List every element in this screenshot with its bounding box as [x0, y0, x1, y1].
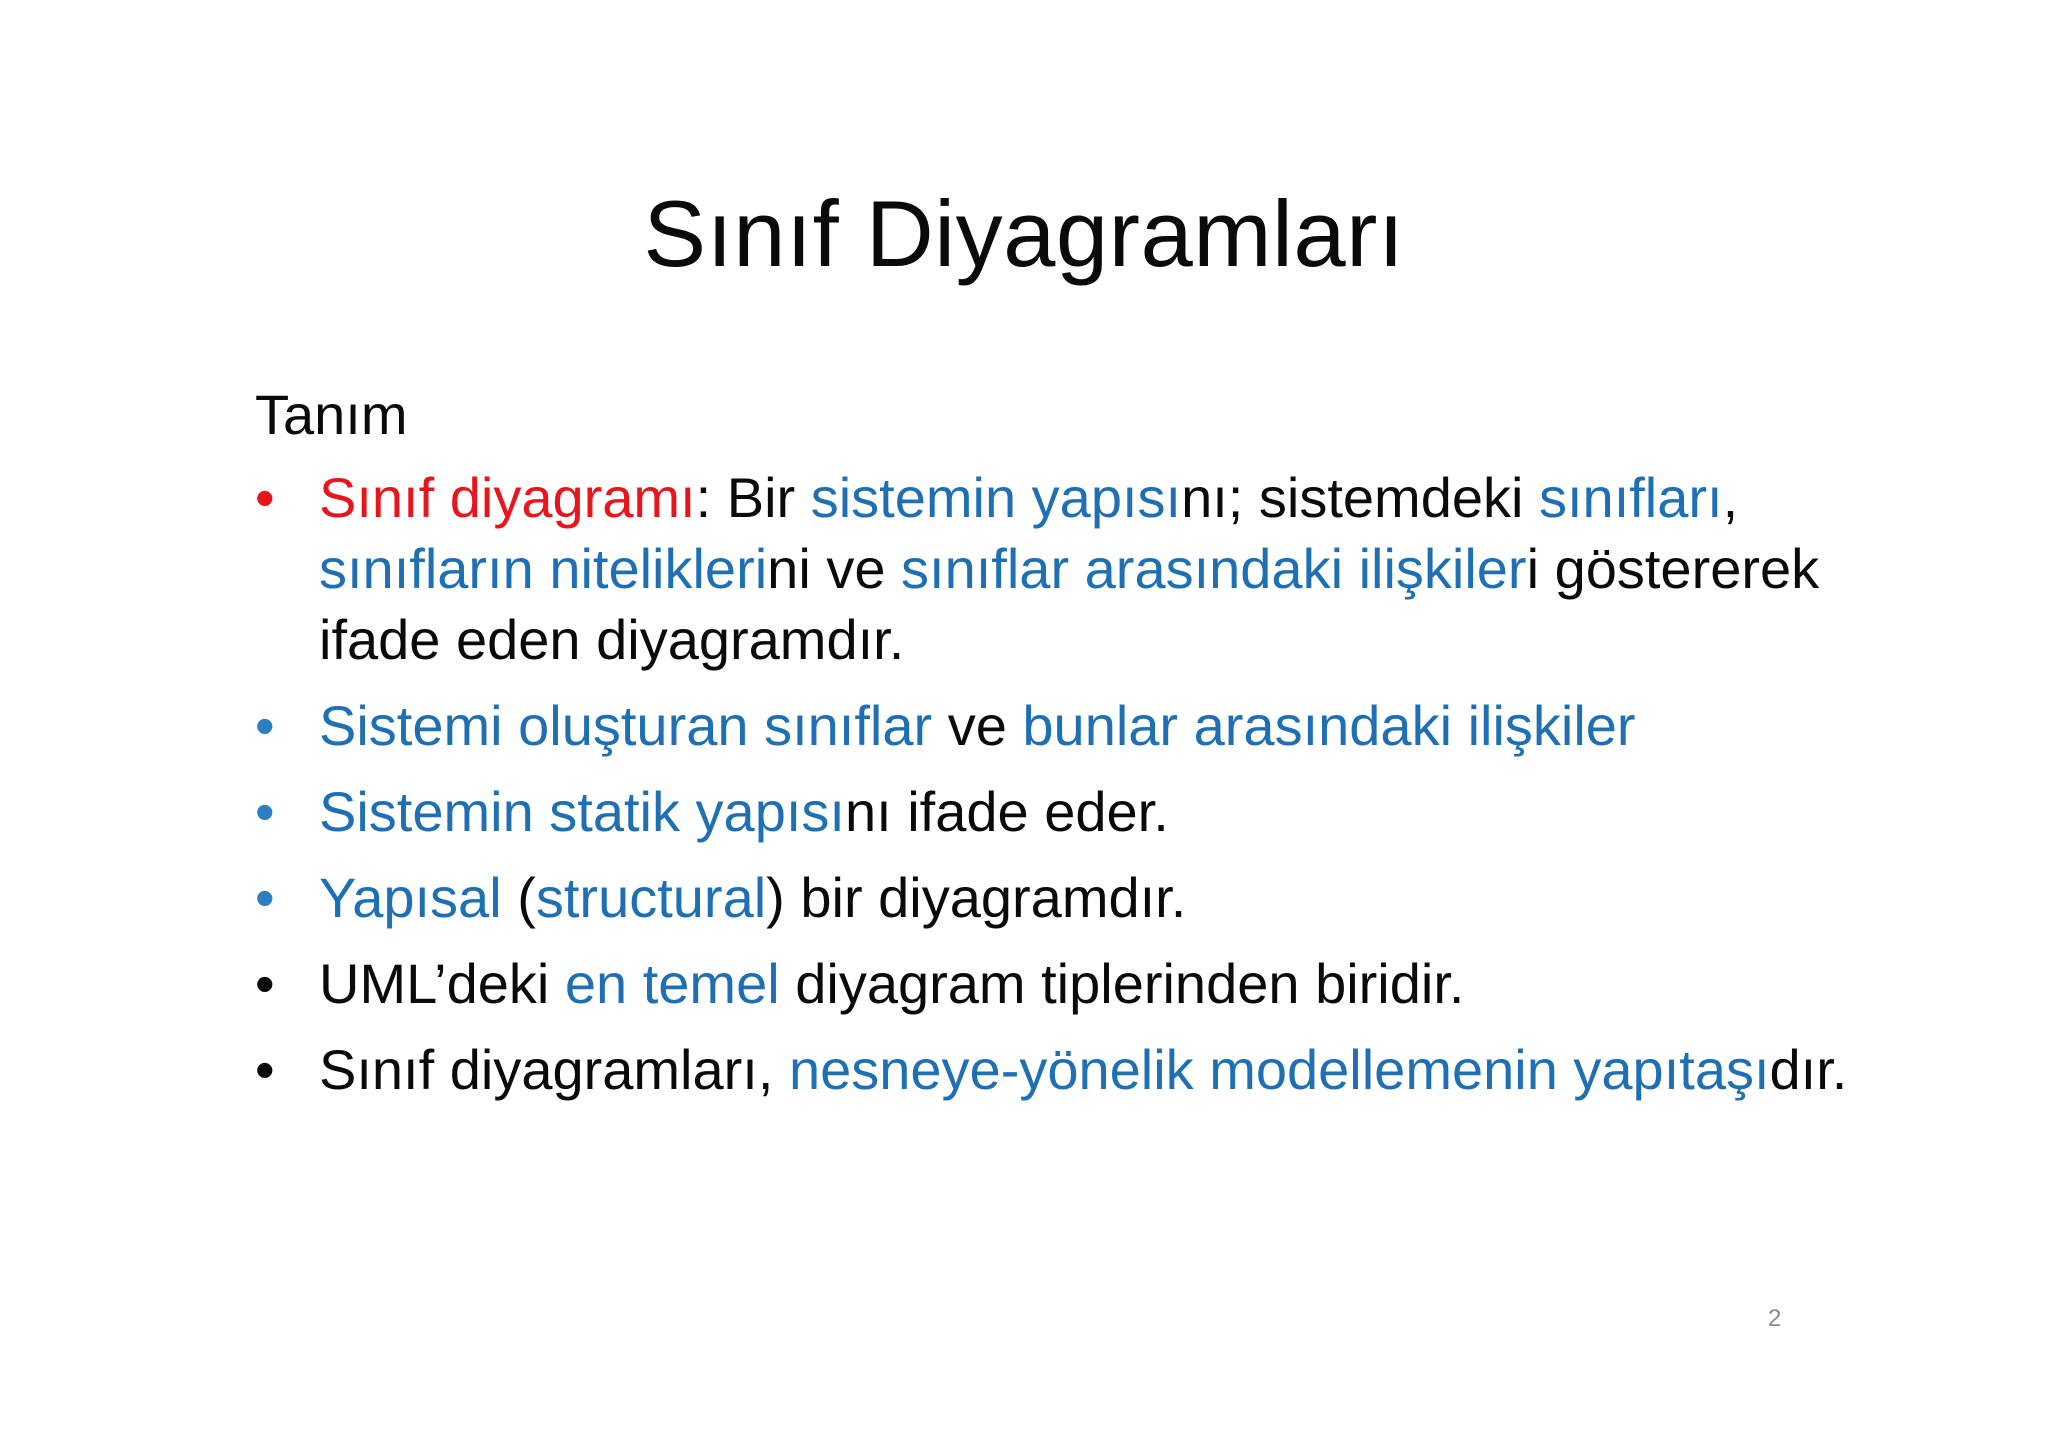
bullet-item: [255, 776, 1855, 847]
bullet-text-segment: dır.: [1769, 1038, 1848, 1101]
bullet-text-segment: ve: [932, 694, 1023, 757]
bullet-text-segment: nı ifade eder.: [844, 780, 1169, 843]
bullet-text-segment: UML’deki: [319, 952, 565, 1015]
bullet-text-segment: sistemin yapısı: [810, 466, 1182, 529]
bullet-text-segment: Sınıf diyagramları,: [319, 1038, 789, 1101]
bullet-text-segment: i göstererek ifade eden diyagramdır.: [319, 537, 1820, 671]
bullet-text-segment: (: [501, 866, 536, 929]
bullet-icon: •: [255, 1038, 275, 1101]
bullet-icon: •: [255, 780, 275, 843]
bullet-text-segment: structural: [535, 866, 767, 929]
bullet-text-segment: en temel: [564, 952, 780, 1015]
bullet-text: [319, 780, 1169, 843]
bullet-text-segment: diyagram tiplerinden biridir.: [779, 952, 1465, 1015]
bullet-text: [319, 866, 1186, 929]
bullet-text: [319, 1038, 1847, 1101]
bullet-item: [255, 462, 1855, 675]
bullet-item: [255, 690, 1855, 761]
bullet-text: [319, 952, 1464, 1015]
bullet-text-segment: ni ve: [767, 537, 902, 600]
slide-title: Sınıf Diyagramları: [643, 181, 1405, 286]
bullet-icon: •: [255, 466, 275, 529]
bullet-item: [255, 948, 1855, 1019]
bullet-text-segment: nı; sistemdeki: [1181, 466, 1539, 529]
bullet-text-segment: Sınıf diyagramı: [319, 466, 696, 529]
section-heading: Tanım: [255, 383, 408, 446]
bullet-text-segment: : Bir: [695, 466, 811, 529]
bullet-item: [255, 1034, 1855, 1105]
bullet-text-segment: sınıfları: [1538, 466, 1723, 529]
bullet-text-segment: ) bir diyagramdır.: [766, 866, 1187, 929]
bullet-icon: •: [255, 866, 275, 929]
bullet-text-segment: ,: [1722, 466, 1739, 529]
bullet-text-segment: Sistemi oluşturan sınıflar: [319, 694, 933, 757]
bullet-text-segment: sınıflar arasındaki ilişkiler: [901, 537, 1527, 600]
bullet-text: [319, 466, 1819, 671]
bullet-text-segment: Sistemin statik yapısı: [319, 780, 845, 843]
bullet-icon: •: [255, 694, 275, 757]
bullet-text: [319, 694, 1636, 757]
page-number: 2: [1768, 1305, 1782, 1332]
bullet-item: [255, 862, 1855, 933]
bullet-list: [255, 462, 1855, 1120]
bullet-text-segment: Yapısal: [319, 866, 502, 929]
bullet-icon: •: [255, 952, 275, 1015]
bullet-text-segment: sınıfların nitelikleri: [319, 537, 768, 600]
bullet-text-segment: bunlar arasındaki ilişkiler: [1022, 694, 1636, 757]
bullet-text-segment: nesneye-yönelik modellemenin yapıtaşı: [788, 1038, 1770, 1101]
